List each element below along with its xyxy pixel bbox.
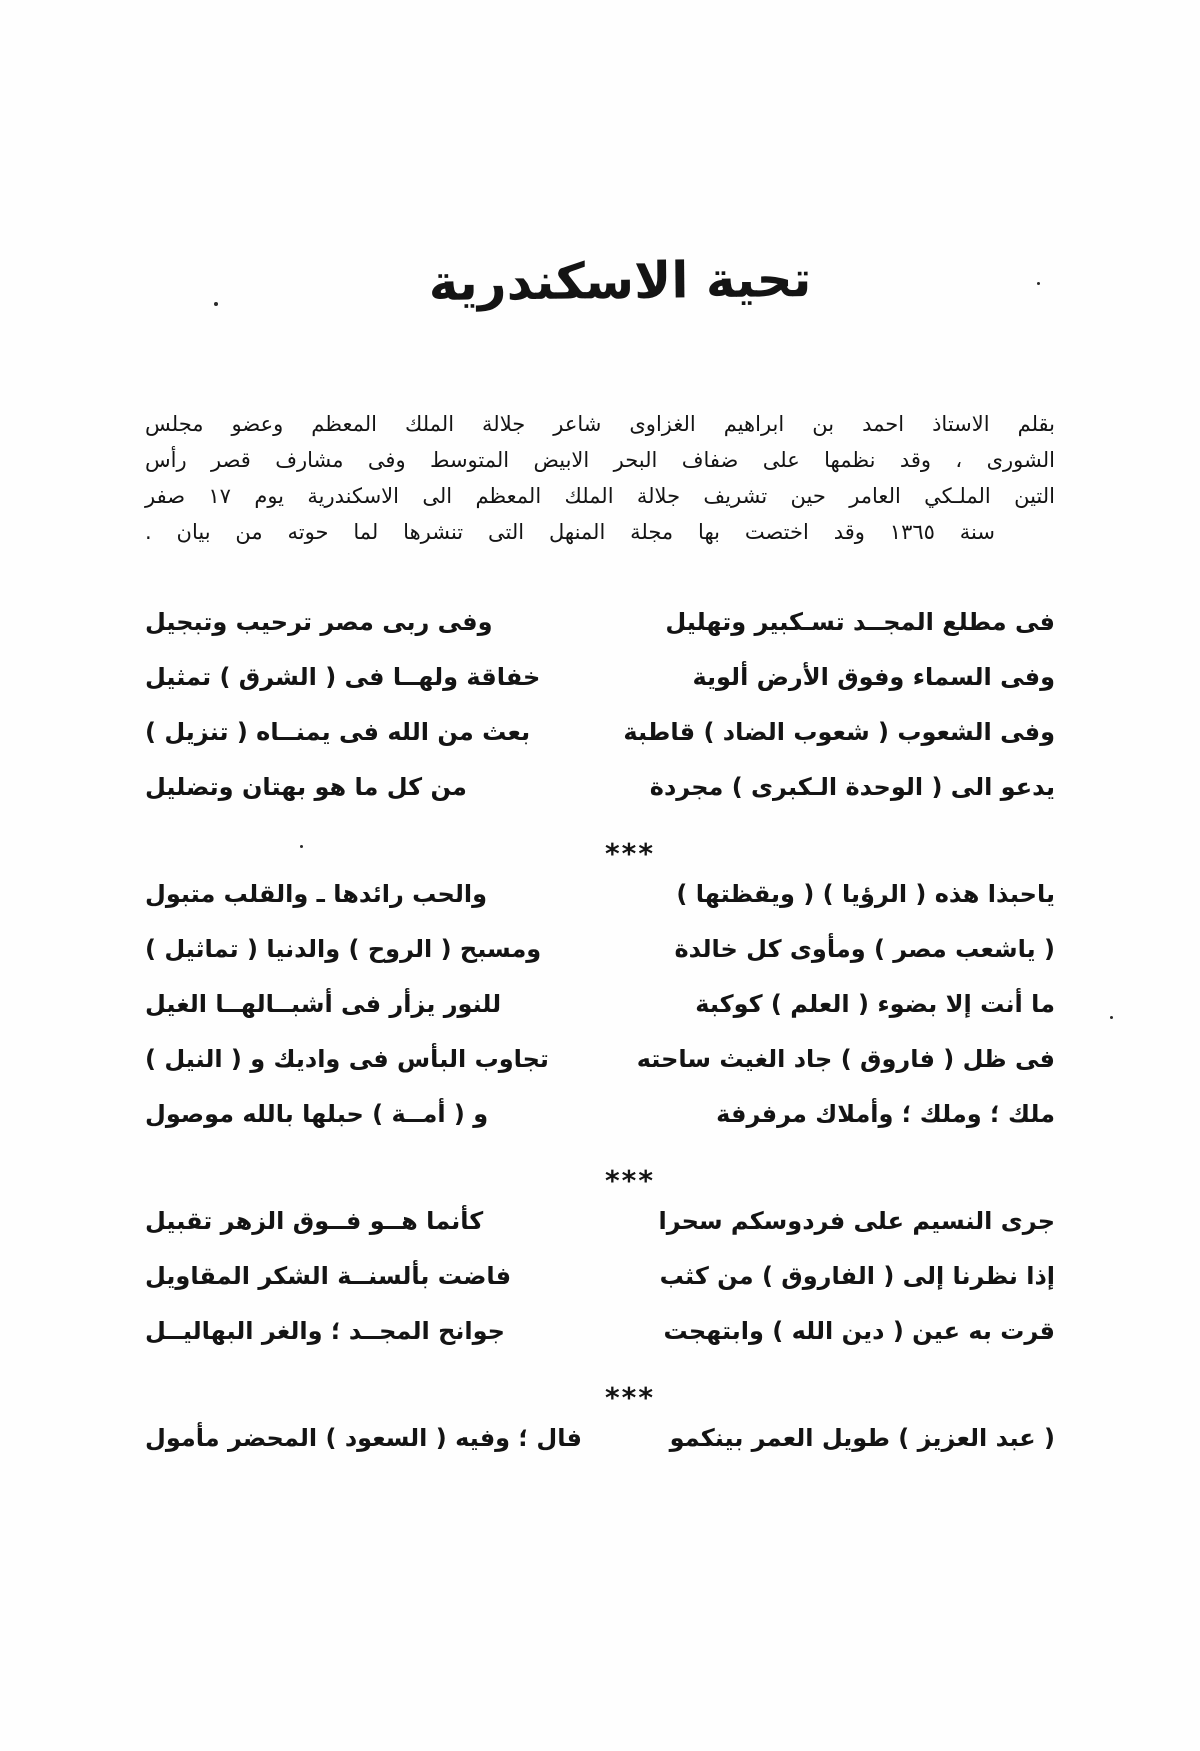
- hemistich-first: يدعو الى ( الوحدة الـكبرى ) مجردة: [649, 773, 1055, 801]
- hemistich-first: وفى الشعوب ( شعوب الضاد ) قاطبة: [623, 718, 1055, 746]
- hemistich-first: ما أنت إلا بضوء ( العلم ) كوكبة: [695, 990, 1055, 1018]
- poem-couplet: [145, 1100, 1055, 1155]
- hemistich-second: جوانح المجــد ؛ والغر البهاليــل: [145, 1317, 505, 1345]
- hemistich-second: بعث من الله فى يمنــاه ( تنزيل ): [145, 718, 531, 746]
- poem-couplet: [145, 880, 1055, 935]
- hemistich-first: إذا نظرنا إلى ( الفاروق ) من كثب: [659, 1262, 1055, 1290]
- hemistich-second: من كل ما هو بهتان وتضليل: [145, 773, 467, 801]
- hemistich-second: ومسبح ( الروح ) والدنيا ( تماثيل ): [145, 935, 542, 963]
- stanza-separator: ***: [605, 1164, 655, 1197]
- byline-line: التين الملـكي العامر حين تشريف جلالة الملك المعظم الى الاسكندرية يوم ١٧ صفر: [145, 484, 1055, 508]
- byline-line: سنة ١٣٦٥ وقد اختصت بها مجلة المنهل التى تنشرها لما حوته من بيان .: [145, 520, 995, 544]
- poem-couplet: [145, 1317, 1055, 1372]
- hemistich-second: تجاوب البأس فى واديك و ( النيل ): [145, 1045, 549, 1073]
- byline-line: الشورى ، وقد نظمها على ضفاف البحر الابيض المتوسط وفى مشارف قصر رأس: [145, 448, 1055, 472]
- poem-couplet: [145, 608, 1055, 663]
- hemistich-second: و ( أمــة ) حبلها بالله موصول: [145, 1100, 489, 1128]
- hemistich-first: ( عبد العزيز ) طويل العمر بينكمو: [669, 1424, 1055, 1452]
- scan-speck: [300, 845, 303, 848]
- hemistich-second: والحب رائدها ـ والقلب متبول: [145, 880, 488, 908]
- scan-speck: [1110, 1016, 1113, 1019]
- hemistich-second: فال ؛ وفيه ( السعود ) المحضر مأمول: [145, 1424, 582, 1452]
- byline-line: بقلم الاستاذ احمد بن ابراهيم الغزاوى شاعر جلالة الملك المعظم وعضو مجلس: [145, 412, 1055, 436]
- poem-body: [145, 608, 1055, 1479]
- hemistich-first: جرى النسيم على فردوسكم سحرا: [658, 1207, 1055, 1235]
- stanza-separator: ***: [605, 837, 655, 870]
- hemistich-second: للنور يزأر فى أشبــالهــا الغيل: [145, 990, 502, 1018]
- hemistich-first: ( ياشعب مصر ) ومأوى كل خالدة: [674, 935, 1055, 963]
- hemistich-second: فاضت بألسنــة الشكر المقاويل: [145, 1262, 512, 1290]
- byline-paragraph: [145, 406, 1055, 550]
- poem-couplet: [145, 1045, 1055, 1100]
- poem-couplet: [145, 1262, 1055, 1317]
- hemistich-first: ياحبذا هذه ( الرؤيا ) ( ويقظتها ): [676, 880, 1055, 908]
- stanza-separator: ***: [605, 1381, 655, 1414]
- hemistich-second: وفى ربى مصر ترحيب وتبجيل: [145, 608, 493, 636]
- hemistich-first: فى مطلع المجــد تسـكبير وتهليل: [665, 608, 1055, 636]
- hemistich-first: وفى السماء وفوق الأرض ألوية: [692, 663, 1055, 691]
- poem-couplet: [145, 1424, 1055, 1479]
- hemistich-first: فى ظل ( فاروق ) جاد الغيث ساحته: [636, 1045, 1055, 1073]
- hemistich-first: ملك ؛ وملك ؛ وأملاك مرفرفة: [716, 1100, 1055, 1128]
- page-title: تحية الاسكندرية: [428, 249, 812, 313]
- poem-couplet: [145, 718, 1055, 773]
- poem-couplet: [145, 935, 1055, 990]
- poem-couplet: [145, 990, 1055, 1045]
- poem-couplet: [145, 1207, 1055, 1262]
- hemistich-first: قرت به عين ( دين الله ) وابتهجت: [663, 1317, 1055, 1345]
- hemistich-second: كأنما هــو فــوق الزهر تقبيل: [145, 1207, 484, 1235]
- hemistich-second: خفاقة ولهــا فى ( الشرق ) تمثيل: [145, 663, 541, 691]
- poem-couplet: [145, 773, 1055, 828]
- poem-couplet: [145, 663, 1055, 718]
